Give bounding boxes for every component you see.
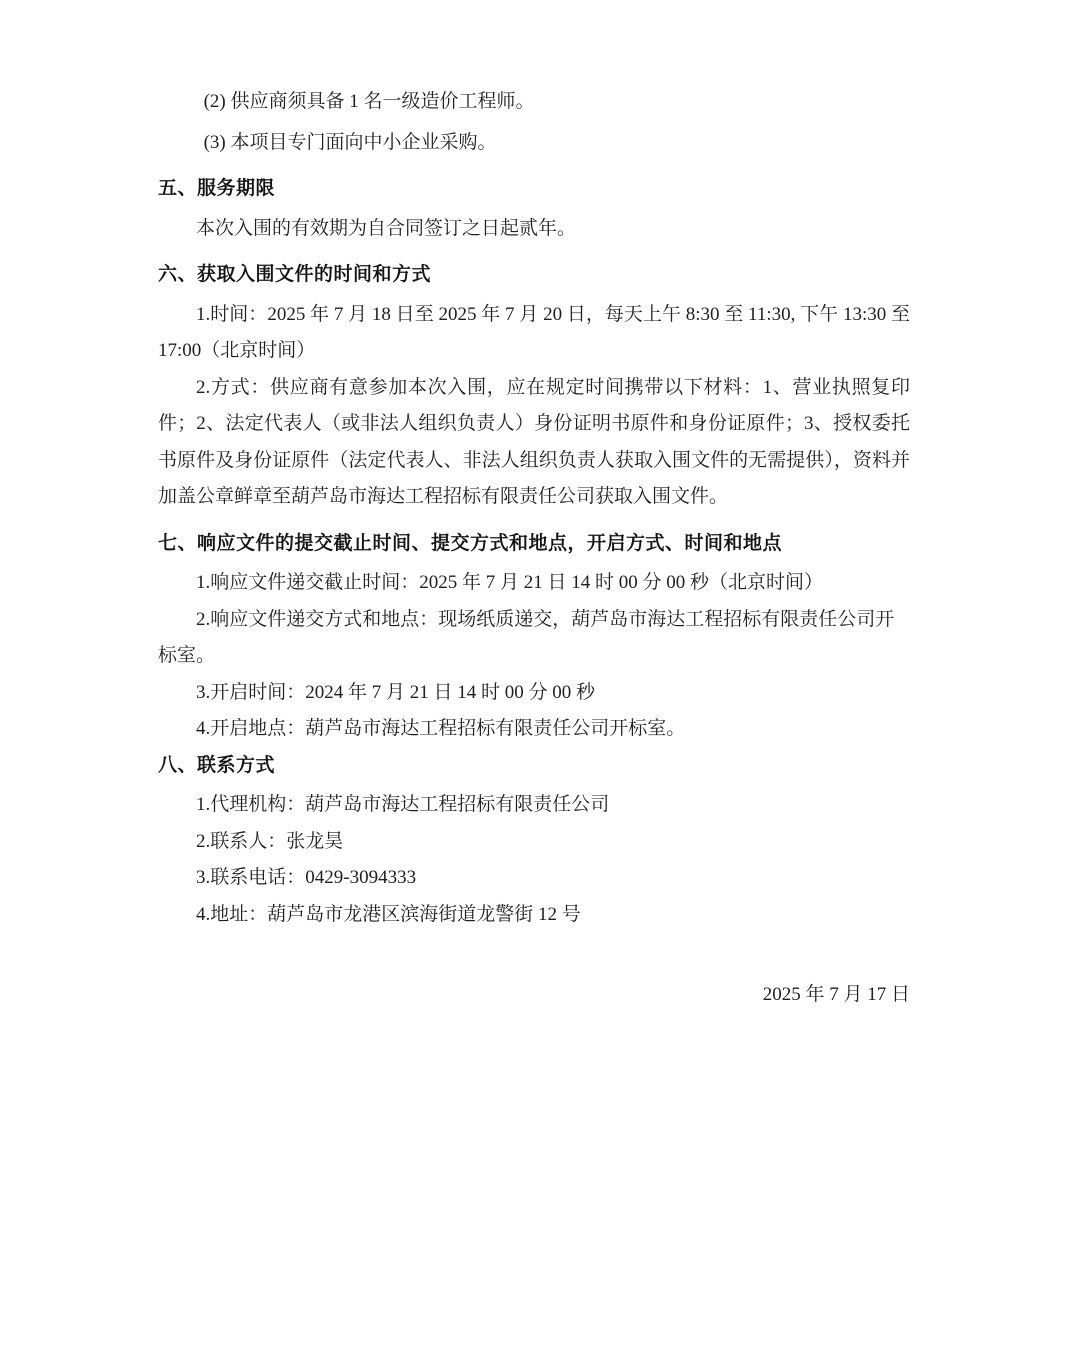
clause-item-2: (2) 供应商须具备 1 名一级造价工程师。	[203, 91, 535, 112]
section-6-item-1: 1.时间：2025 年 7 月 18 日至 2025 年 7 月 20 日，每天上午 8:30 至 11:30, 下午 13:30 至 17:00（北京时间）	[158, 303, 910, 361]
section-8-item-3: 3.联系电话：0429-3094333	[196, 867, 417, 888]
section-7-item-4: 4.开启地点：葫芦岛市海达工程招标有限责任公司开标室。	[196, 718, 686, 739]
section-6-item-2: 2.方式：供应商有意参加本次入围，应在规定时间携带以下材料：1、营业执照复印件；2、法定代表人（或非法人组织负责人）身份证明书原件和身份证原件；3、授权委托书原件及身份证原件（法定代表人、非法人组织负责人获取入围文件的无需提供），资料并加盖公章鲜章至葫芦岛市海达工程招标有限责任公司获取入围文件。	[158, 376, 910, 507]
document-body	[158, 84, 910, 1014]
section-5-body: 本次入围的有效期为自合同签订之日起贰年。	[196, 217, 577, 239]
section-8-item-4: 4.地址：葫芦岛市龙港区滨海街道龙警街 12 号	[196, 903, 581, 925]
section-7-item-1: 1.响应文件递交截止时间：2025 年 7 月 21 日 14 时 00 分 00 秒（北京时间）	[196, 572, 824, 593]
section-5-heading: 五、服务期限	[158, 178, 276, 199]
section-7-heading: 七、响应文件的提交截止时间、提交方式和地点，开启方式、时间和地点	[158, 532, 783, 554]
section-8-item-1: 1.代理机构：葫芦岛市海达工程招标有限责任公司	[196, 794, 610, 815]
section-8-heading: 八、联系方式	[158, 754, 276, 776]
section-7-item-2: 2.响应文件递交方式和地点：现场纸质递交，葫芦岛市海达工程招标有限责任公司开标室。	[158, 608, 895, 666]
section-8-item-2: 2.联系人：张龙昊	[196, 830, 344, 852]
document-date: 2025 年 7 月 17 日	[762, 984, 910, 1005]
section-6-heading: 六、获取入围文件的时间和方式	[158, 264, 432, 285]
clause-item-3: (3) 本项目专门面向中小企业采购。	[203, 131, 497, 153]
section-7-item-3: 3.开启时间：2024 年 7 月 21 日 14 时 00 分 00 秒	[196, 681, 596, 703]
